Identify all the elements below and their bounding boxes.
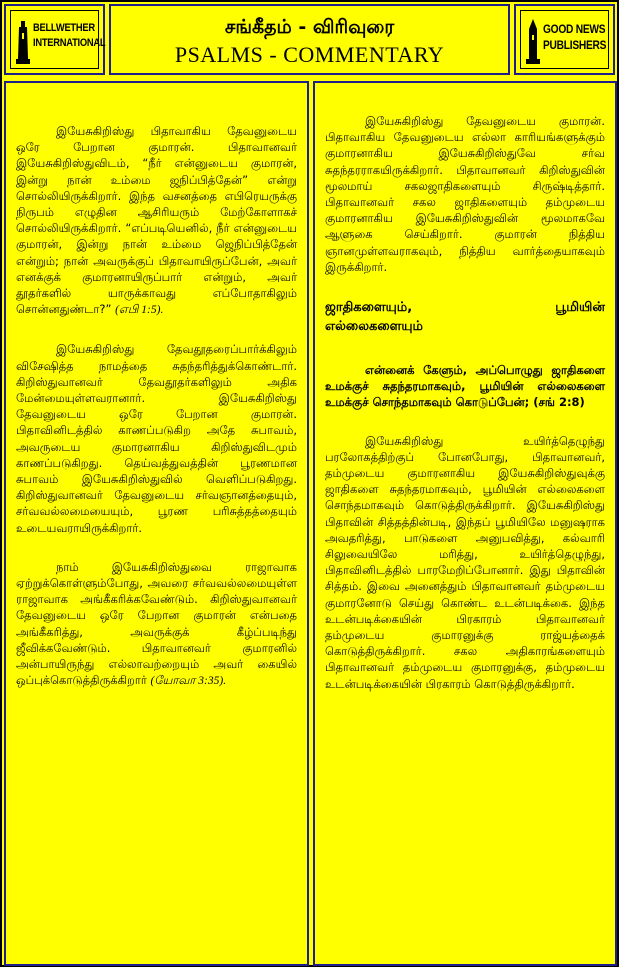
right-column	[313, 81, 617, 966]
heading-line2: எல்லைகளையும்	[325, 319, 423, 335]
heading-word: ஜாதிகளையும்,	[325, 300, 413, 316]
logo-frame	[10, 10, 106, 69]
bellwether-logo-text	[33, 21, 106, 51]
page-title-tamil: சங்கீதம் - விரிவுரை	[224, 16, 395, 38]
bell-tower-icon	[15, 19, 31, 65]
bellwether-logo	[4, 4, 105, 75]
paragraph: இயேசுகிறிஸ்து உயிர்த்தெழுந்து பரலோகத்திற்குப் போனபோது, பிதாவானவர், தம்முடைய குமாரனாகிய இயேசுகிறிஸ்துவுக்கு ஜாதிகளை சுதந்தரமாகவும், பூமியின் எல்லைகளை சொந்தமாகவும் கொடுத்திருக்கிறார். இயேசுகிறிஸ்து பிதாவின் சித்தத்தின்படி, இந்தப் பூமியிலே மனுஷராக அவதரித்து, பாடுகளை அனுபவித்து, கல்வாரி சிலுவையிலே மரித்து, உயிர்த்தெழுந்து, பிதாவினிடத்தில் பாரமேறிப்போனார். இது பிதாவின் சித்தம். இவை அனைத்தும் பிதாவானவர் தம்முடைய குமாரனோடு செய்து கொண்ட உடன்படிக்கை. இந்த உடன்படிக்கையின் பிரகாரம் பிதாவானவர் தம்முடைய குமாரனுக்கு ராஜ்யத்தைக் கொடுத்திருக்கிறார். சகல அதிகாரங்களையும் பிதாவானவர் தம்முடைய குமாரனுக்கு, தம்முடைய உடன்படிக்கையின் பிரகாரம் கொடுத்திருக்கிறார்.	[325, 433, 605, 691]
paragraph: இயேசுகிறிஸ்து தேவனுடைய குமாரன். பிதாவாகிய தேவனுடைய எல்லா காரியங்களுக்கும் குமாரனாகிய இயேசுகிறிஸ்துவே சர்வ சுதந்தரராகயிருக்கிறார். பிதாவானவர் கிறிஸ்துவின் மூலமாய் சகலஜாதிகளையும் சிருஷ்டித்தார். பிதாவானவர் சகல ஜாதிகளையும் தம்முடைய குமாரனாகிய இயேசுகிறிஸ்துவின் மூலமாகவே ஆளுகை செய்கிறார். குமாரன் நித்திய ஞானமுள்ளவராகவும், நித்திய வார்த்தையாகவும் இருக்கிறார்.	[325, 114, 605, 274]
tower-icon	[525, 19, 541, 65]
logo-line1: GOOD NEWS	[543, 22, 606, 36]
paragraph	[16, 559, 297, 690]
scripture-quote: என்னைக் கேளும், அப்பொழுது ஜாதிகளை உமக்குச் சுதந்தரமாகவும், பூமியின் எல்லைகளை உமக்குச் சொந்தமாகவும் கொடுப்பேன்; (சங் 2:8)	[325, 363, 605, 410]
good-news-logo	[514, 4, 615, 75]
page-title-english: PSALMS - COMMENTARY	[174, 42, 445, 67]
logo-frame	[520, 10, 609, 69]
title-box	[109, 4, 510, 75]
good-news-logo-text	[543, 21, 607, 53]
paragraph	[16, 123, 297, 318]
logo-line2: PUBLISHERS	[543, 38, 607, 52]
section-heading	[325, 298, 605, 336]
paragraph-text: இயேசுகிறிஸ்து பிதாவாகிய தேவனுடைய ஒரே பேறான குமாரன். பிதாவானவர் இயேசுகிறிஸ்துவிடம், “நீர் என்னுடைய குமாரன், இன்று நான் உம்மை ஜநிப்பித்தேன்” என்று சொல்லியிருக்கிறார். இந்த வசனத்தை எபிரெயருக்கு நிருபம் எழுதின ஆசிரியரும் மேற்கோளாகச் சொல்லியிருக்கிறார். “எப்படியெனில், நீர் என்னுடைய குமாரன், இன்று நான் உம்மை ஜெநிப்பித்தேன் என்றும்; நான் அவருக்குப் பிதாவாயிருப்பேன், அவர் எனக்குக் குமாரனாயிருப்பார் என்றும், அவர் தூதர்களில் யாருக்காவது எப்போதாகிலும் சொன்னதுண்டா?”	[16, 124, 297, 317]
logo-line2: INTERNATIONAL	[33, 37, 106, 49]
logo-line1: BELLWETHER	[33, 22, 95, 34]
paragraph-text: நாம் இயேசுகிறிஸ்துவை ராஜாவாக ஏற்றுக்கொள்ளும்போது, அவரை சர்வவல்லமையுள்ள ராஜாவாக அங்கீகரிக்கவேண்டும். கிறிஸ்துவானவர் தேவனுடைய ஒரே பேறான குமாரன் என்பதை அங்கீகரித்து, அவருக்குக் கீழ்ப்படிந்து ஜீவிக்கவேண்டும். பிதாவானவர் குமாரனில் அன்பாயிருந்து எல்லாவற்றையும் அவர் கையில் ஒப்புக்கொடுத்திருக்கிறார்	[16, 559, 297, 688]
left-column	[4, 81, 309, 966]
scripture-reference: (எபி 1:5).	[115, 304, 164, 317]
heading-line1	[325, 298, 605, 317]
paragraph: இயேசுகிறிஸ்து தேவதூதரைப்பார்க்கிலும் விசேஷித்த நாமத்தை சுதந்தரித்துக்கொண்டார். கிறிஸ்துவானவர் தேவதூதர்களிலும் அதிக மேன்மையுள்ளவரானார். இயேசுகிறிஸ்து தேவனுடைய ஒரே பேறான குமாரன். பிதாவினிடத்தில் காணப்படுகிற அதே சுபாவம், அவருடைய குமாரனாகிய கிறிஸ்துவிடமும் காணப்படுகிறது. தெய்வத்துவத்தின் பூரணமான சுபாவம் இயேசுகிறிஸ்துவில் வெளிப்படுகிறது. கிறிஸ்துவானவர் தேவனுடைய சர்வஞானத்தையும், சர்வவல்லமையையும், பூரண பரிசுத்தத்தையும் உடையவராயிருக்கிறார்.	[16, 342, 297, 535]
header	[2, 2, 617, 79]
heading-word: பூமியின்	[555, 300, 605, 316]
scripture-reference: (யோவா 3:35).	[150, 675, 227, 688]
